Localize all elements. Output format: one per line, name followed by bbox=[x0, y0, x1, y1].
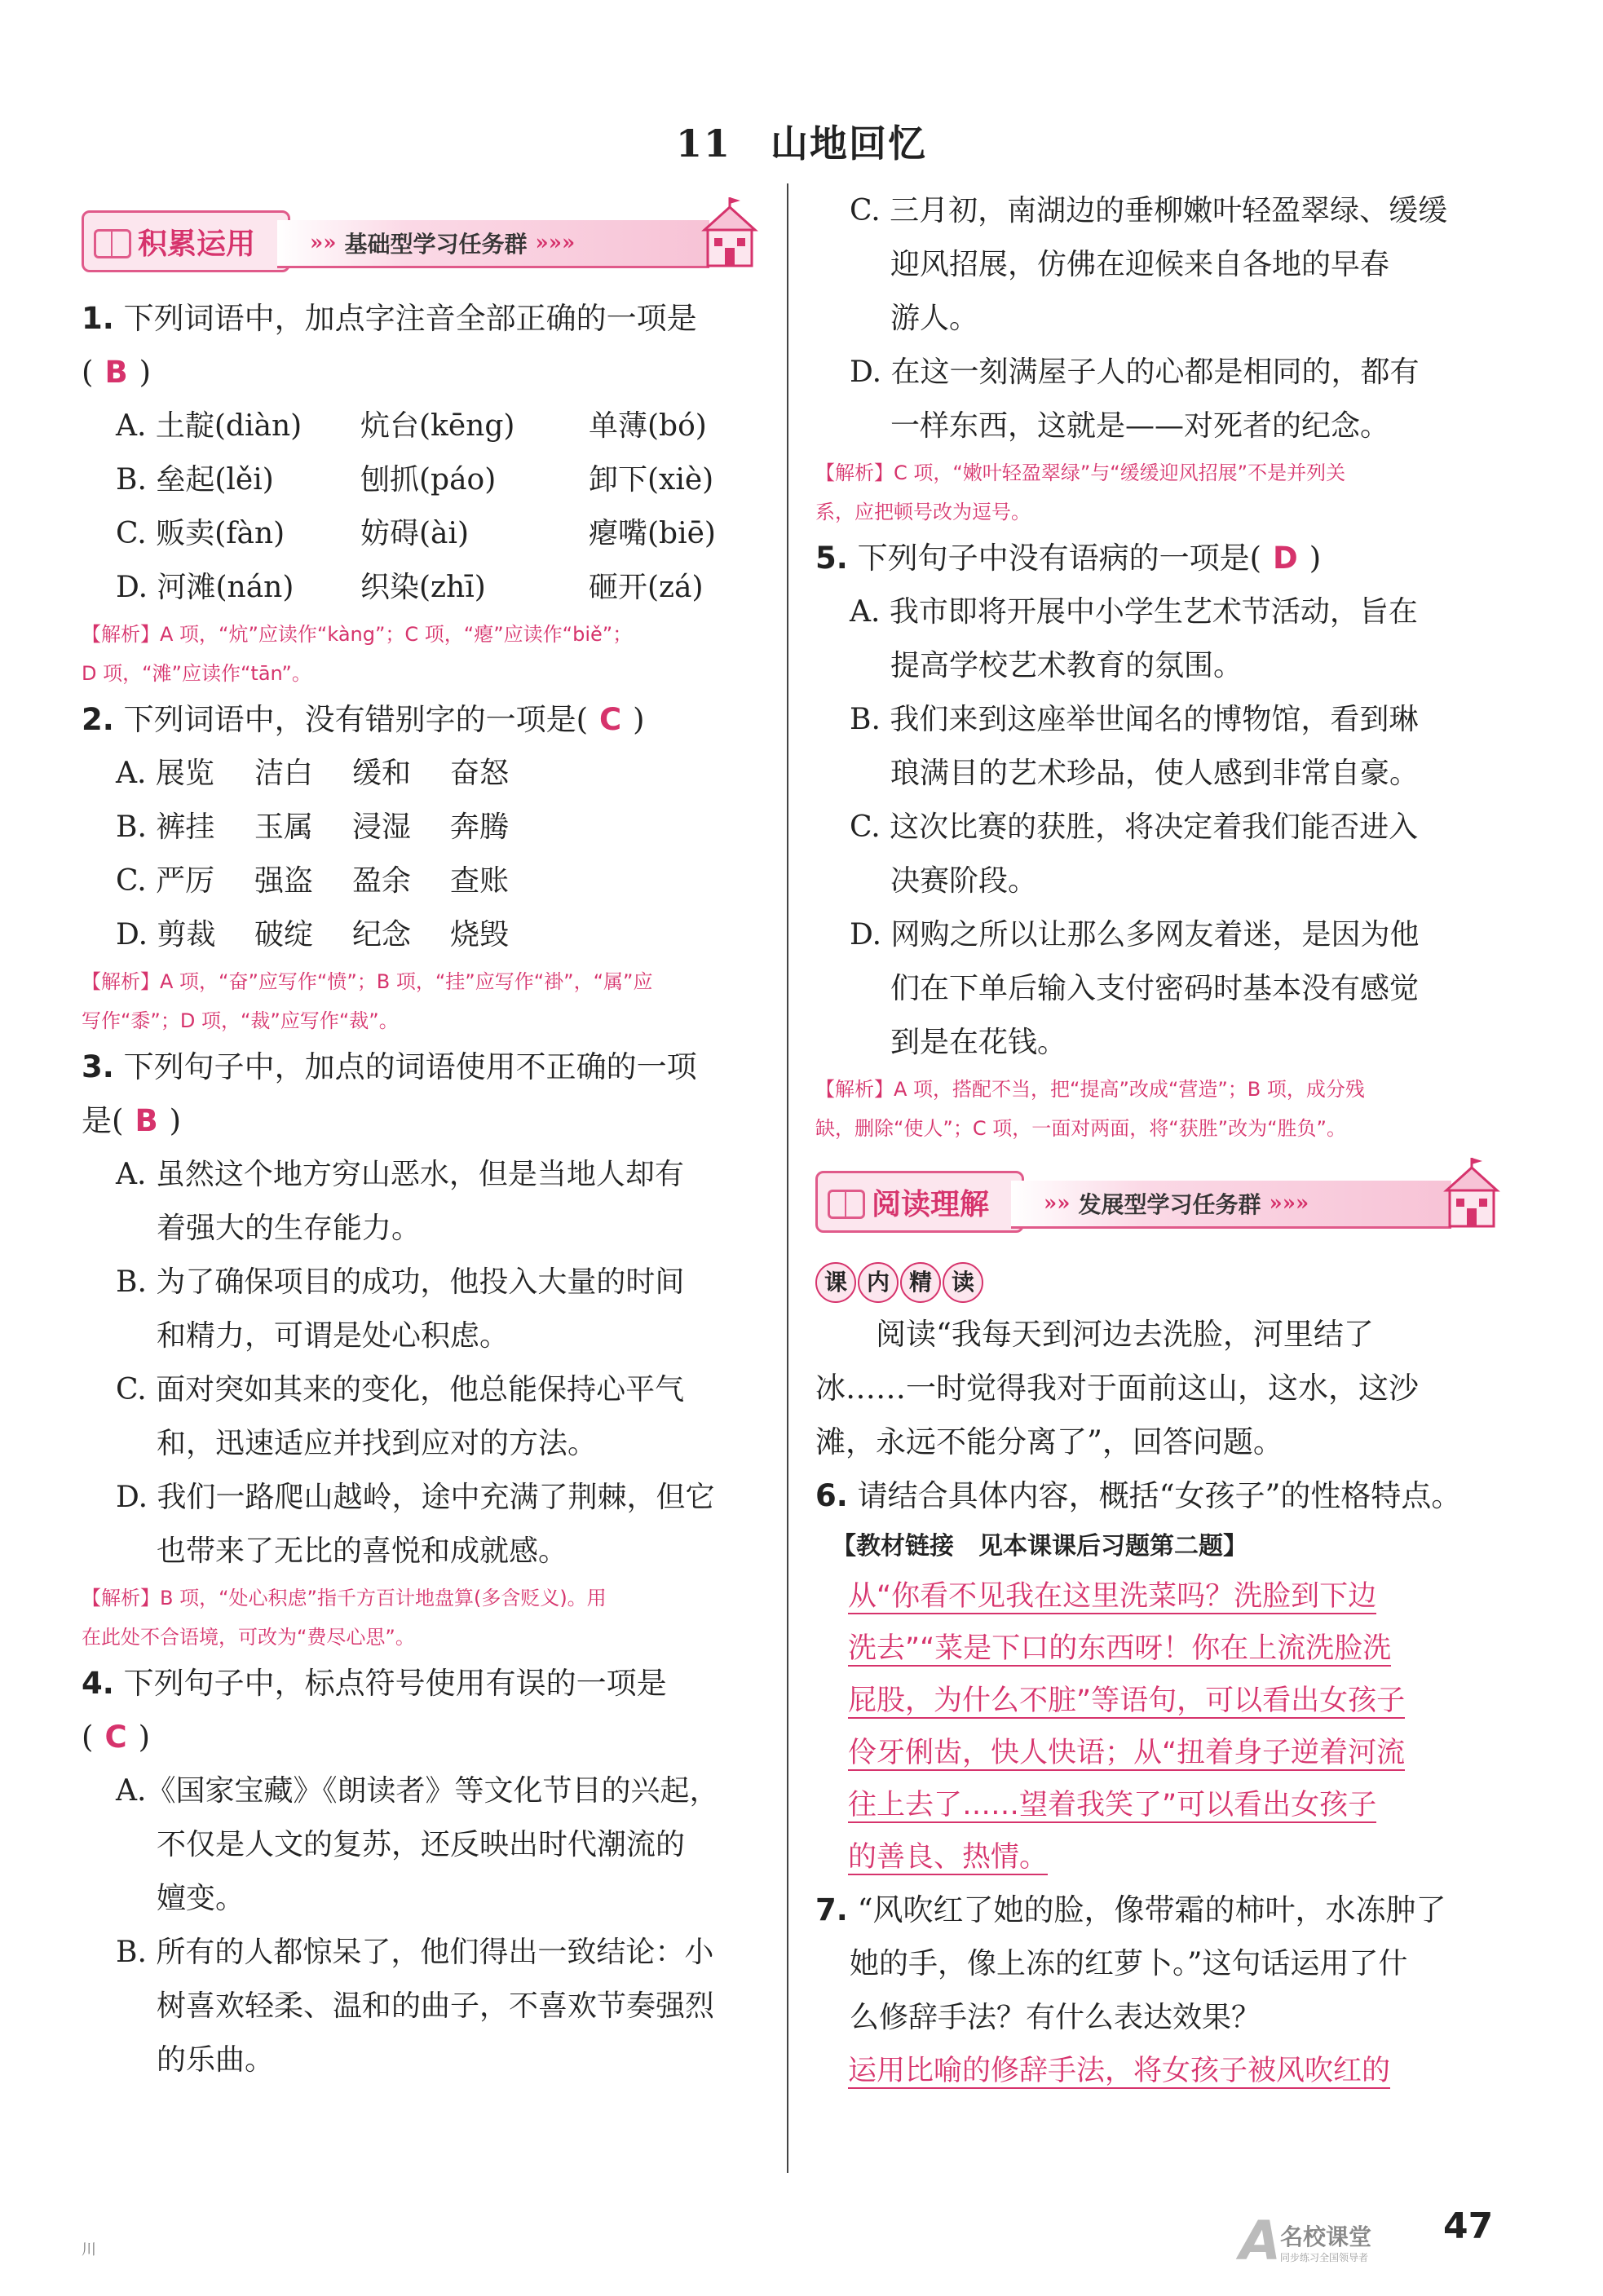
analysis: 【解析】A 项，“炕”应读作“kàng”；C 项，“瘪”应读作“biě”； bbox=[82, 623, 633, 646]
question-stem: 下列句子中，加点的词语使用不正确的一项 bbox=[123, 1049, 697, 1084]
badge-char: 内 bbox=[858, 1262, 899, 1303]
question-stem: “风吹红了她的脸，像带霜的柿叶，水冻肿了 bbox=[857, 1892, 1446, 1927]
paren: ) bbox=[169, 1103, 182, 1138]
section-label: 积累运用 bbox=[138, 227, 256, 261]
option-c-cont: 和，迅速适应并找到应对的方法。 bbox=[157, 1427, 598, 1460]
question-stem: 下列词语中，加点字注音全部正确的一项是 bbox=[123, 301, 697, 336]
option-cell: 砸开(zá) bbox=[589, 571, 704, 604]
option-cell: C. 贩卖(fàn) bbox=[116, 517, 285, 550]
analysis: 【解析】B 项，“处心积虑”指千方百计地盘算(多含贬义)。用 bbox=[82, 1587, 607, 1609]
option-c-cont: 游人。 bbox=[890, 302, 979, 335]
logo-tagline: 同步练习全国领导者 bbox=[1280, 2252, 1369, 2263]
option-b-cont: 的乐曲。 bbox=[157, 2043, 275, 2077]
option-cell: A. 土靛(diàn) bbox=[116, 409, 302, 443]
paren: ) bbox=[633, 702, 645, 737]
answer-mark: C bbox=[599, 702, 622, 737]
textbook-link: 【教材链接 见本课课后习题第二题】 bbox=[832, 1532, 1248, 1561]
option-d: D. 我们一路爬山越岭，途中充满了荆棘，但它 bbox=[116, 1481, 715, 1514]
answer-line bbox=[815, 1675, 1500, 1727]
section-label: 阅读理解 bbox=[872, 1187, 990, 1221]
option-b-cont: 树喜欢轻柔、温和的曲子，不喜欢节奏强烈 bbox=[157, 1989, 715, 2023]
option-d: D. 网购之所以让那么多网友着迷，是因为他 bbox=[850, 918, 1420, 952]
book-icon bbox=[94, 226, 131, 257]
option-cell: 奔腾 bbox=[450, 810, 510, 844]
answer-mark: C bbox=[104, 1720, 127, 1755]
option-cell: 奋怒 bbox=[450, 757, 510, 790]
question-stem: 是( bbox=[82, 1103, 124, 1138]
reading-intro: 阅读“我每天到河边去洗脸，河里结了 bbox=[876, 1317, 1374, 1352]
option-cell: 刨抓(páo) bbox=[360, 463, 497, 497]
option-cell: 卸下(xiè) bbox=[589, 463, 714, 497]
option-b-cont: 和精力，可谓是处心积虑。 bbox=[157, 1319, 510, 1353]
option-cell: D. 剪裁 bbox=[116, 918, 216, 952]
question-stem: 下列句子中没有语病的一项是( bbox=[857, 541, 1262, 576]
logo-text: 名校课堂 bbox=[1280, 2223, 1372, 2250]
option-b: B. 为了确保项目的成功，他投入大量的时间 bbox=[116, 1265, 685, 1299]
option-a: A. 我市即将开展中小学生艺术节活动，旨在 bbox=[850, 595, 1418, 629]
question-number: 1. bbox=[82, 301, 114, 336]
answer-text: 的善良、热情。 bbox=[848, 1841, 1049, 1874]
page-number: 47 bbox=[1443, 2205, 1494, 2247]
option-c: C. 三月初，南湖边的垂柳嫩叶轻盈翠绿、缓缓 bbox=[850, 194, 1448, 227]
logo-letter: A bbox=[1239, 2210, 1282, 2272]
section-tab bbox=[82, 210, 290, 272]
paren: ( bbox=[82, 1720, 94, 1755]
analysis: 【解析】A 项，搭配不当，把“提高”改成“营造”；B 项，成分残 bbox=[815, 1078, 1365, 1101]
left-column bbox=[82, 188, 758, 2087]
option-cell: 查账 bbox=[450, 864, 510, 898]
question-stem: 下列句子中，标点符号使用有误的一项是 bbox=[123, 1666, 667, 1701]
answer-mark: D bbox=[1273, 541, 1298, 576]
option-cell: C. 严厉 bbox=[116, 864, 215, 898]
option-cell: 缓和 bbox=[352, 757, 412, 790]
answer-line bbox=[82, 346, 758, 400]
reading-intro: 滩，永远不能分离了”，回答问题。 bbox=[815, 1424, 1283, 1459]
option-b-cont: 琅满目的艺术珍品，使人感到非常自豪。 bbox=[890, 757, 1420, 790]
school-building-icon bbox=[701, 196, 758, 269]
analysis: 在此处不合语境，可改为“费尽心思”。 bbox=[82, 1626, 415, 1649]
option-a-cont: 嬗变。 bbox=[157, 1882, 245, 1915]
answer-mark: B bbox=[135, 1103, 158, 1138]
answer-line bbox=[82, 1711, 758, 1764]
answer-text: 从“你看不见我在这里洗菜吗？洗脸到下边 bbox=[848, 1580, 1377, 1613]
question-number: 4. bbox=[82, 1666, 114, 1701]
answer-text: 往上去了……望着我笑了”可以看出女孩子 bbox=[848, 1789, 1377, 1821]
answer-text: 运用比喻的修辞手法，将女孩子被风吹红的 bbox=[848, 2055, 1391, 2087]
option-d-cont: 一样东西，这就是——对死者的纪念。 bbox=[890, 409, 1390, 443]
answer-text: 屁股，为什么不脏”等语句，可以看出女孩子 bbox=[848, 1684, 1406, 1717]
answer-line bbox=[815, 1727, 1500, 1779]
option-cell: 炕台(kēng) bbox=[360, 409, 515, 443]
arrows-icon: »»» bbox=[535, 231, 576, 255]
question-stem-cont: 么修辞手法？有什么表达效果？ bbox=[850, 2001, 1261, 2034]
section-subtitle: 发展型学习任务群 bbox=[1078, 1191, 1261, 1218]
question-number: 6. bbox=[815, 1478, 848, 1513]
option-d: D. 在这一刻满屋子人的心都是相同的，都有 bbox=[850, 355, 1420, 389]
option-cell: 瘪嘴(biē) bbox=[589, 517, 716, 550]
analysis: 写作“黍”；D 项，“裁”应写作“裁”。 bbox=[82, 1009, 399, 1032]
option-b: B. 我们来到这座举世闻名的博物馆，看到琳 bbox=[850, 703, 1419, 736]
question-1 bbox=[82, 292, 758, 346]
option-cell: 织染(zhī) bbox=[360, 571, 486, 604]
question-stem: 下列词语中，没有错别字的一项是( bbox=[123, 702, 589, 737]
answer-text: 伶牙俐齿，快人快语；从“扭着身子逆着河流 bbox=[848, 1737, 1406, 1769]
option-cell: B. 垒起(lěi) bbox=[116, 463, 274, 497]
option-grid bbox=[82, 747, 758, 962]
answer-line bbox=[815, 2045, 1500, 2097]
badge-char: 精 bbox=[900, 1262, 941, 1303]
option-cell: 玉属 bbox=[254, 810, 314, 844]
answer-line bbox=[815, 1570, 1500, 1623]
section-banner-reading bbox=[815, 1156, 1500, 1238]
option-grid bbox=[82, 400, 758, 615]
arrows-icon: »» bbox=[1044, 1191, 1071, 1216]
answer-line bbox=[82, 1094, 758, 1148]
option-a-cont: 不仅是人文的复苏，还反映出时代潮流的 bbox=[157, 1828, 686, 1861]
reading-intro: 冰……一时觉得我对于面前这山，这水，这沙 bbox=[815, 1371, 1419, 1406]
paren: ) bbox=[1309, 541, 1322, 576]
paren: ) bbox=[138, 1720, 151, 1755]
option-c: C. 面对突如其来的变化，他总能保持心平气 bbox=[116, 1373, 685, 1406]
option-a: A.《国家宝藏》《朗读者》等文化节目的兴起， bbox=[116, 1774, 719, 1808]
option-c-cont: 决赛阶段。 bbox=[890, 864, 1038, 898]
question-7 bbox=[815, 1883, 1500, 1937]
answer-line bbox=[815, 1779, 1500, 1831]
page-title: 11 山地回忆 bbox=[675, 121, 927, 166]
arrows-icon: »» bbox=[310, 231, 337, 255]
section-strip bbox=[277, 220, 709, 268]
option-cell: D. 河滩(nán) bbox=[116, 571, 294, 604]
analysis: D 项，“滩”应读作“tān”。 bbox=[82, 662, 311, 685]
question-number: 7. bbox=[815, 1892, 848, 1927]
analysis: 【解析】C 项，“嫩叶轻盈翠绿”与“缓缓迎风招展”不是并列关 bbox=[815, 461, 1346, 484]
analysis: 系，应把顿号改为逗号。 bbox=[815, 501, 1031, 523]
option-b: B. 所有的人都惊呆了，他们得出一致结论：小 bbox=[116, 1936, 714, 1969]
option-c-cont: 迎风招展，仿佛在迎候来自各地的早春 bbox=[890, 248, 1390, 281]
arrows-icon: »»» bbox=[1269, 1191, 1309, 1216]
option-cell: 妨碍(ài) bbox=[360, 517, 470, 550]
question-number: 5. bbox=[815, 541, 848, 576]
paren: ) bbox=[139, 355, 152, 390]
option-cell: B. 裤挂 bbox=[116, 810, 215, 844]
option-cell: 纪念 bbox=[352, 918, 412, 952]
option-c: C. 这次比赛的获胜，将决定着我们能否进入 bbox=[850, 810, 1419, 844]
badge-char: 课 bbox=[815, 1262, 856, 1303]
option-a-cont: 着强大的生存能力。 bbox=[157, 1212, 422, 1245]
option-cell: 烧毁 bbox=[450, 918, 510, 952]
section-strip bbox=[1011, 1181, 1451, 1229]
publisher-logo bbox=[1239, 2210, 1419, 2272]
question-number: 2. bbox=[82, 702, 114, 737]
analysis: 【解析】A 项，“奋”应写作“愤”；B 项，“挂”应写作“褂”，“属”应 bbox=[82, 970, 653, 993]
section-subtitle: 基础型学习任务群 bbox=[344, 231, 528, 258]
question-number: 3. bbox=[82, 1049, 114, 1084]
question-stem-cont: 她的手，像上冻的红萝卜。”这句话运用了什 bbox=[850, 1947, 1408, 1980]
question-3 bbox=[82, 1040, 758, 1094]
option-cell: 洁白 bbox=[254, 757, 314, 790]
option-cell: 浸湿 bbox=[352, 810, 412, 844]
paren: ( bbox=[82, 355, 94, 390]
option-d-cont: 也带来了无比的喜悦和成就感。 bbox=[157, 1534, 568, 1568]
question-4 bbox=[82, 1657, 758, 1711]
option-d-cont: 们在下单后输入支付密码时基本没有感觉 bbox=[890, 972, 1420, 1005]
answer-line bbox=[815, 1623, 1500, 1675]
option-cell: 单薄(bó) bbox=[589, 409, 707, 443]
option-cell: 强盗 bbox=[254, 864, 314, 898]
answer-mark: B bbox=[104, 355, 128, 390]
option-cell: 破绽 bbox=[254, 918, 314, 952]
section-banner-accumulation bbox=[82, 196, 758, 277]
question-6 bbox=[815, 1469, 1500, 1523]
region-mark: 川 bbox=[82, 2241, 96, 2258]
question-5 bbox=[815, 532, 1500, 585]
right-column bbox=[815, 188, 1500, 2097]
analysis: 缺，删除“使人”；C 项，一面对两面，将“获胜”改为“胜负”。 bbox=[815, 1117, 1346, 1140]
option-cell: 盈余 bbox=[352, 864, 412, 898]
in-class-reading-badge bbox=[815, 1262, 985, 1303]
option-a: A. 虽然这个地方穷山恶水，但是当地人却有 bbox=[116, 1158, 684, 1191]
option-a-cont: 提高学校艺术教育的氛围。 bbox=[890, 649, 1243, 682]
question-2 bbox=[82, 693, 758, 747]
answer-line bbox=[815, 1831, 1500, 1883]
section-tab bbox=[815, 1171, 1024, 1233]
book-icon bbox=[828, 1186, 865, 1217]
badge-char: 读 bbox=[943, 1262, 983, 1303]
option-d-cont: 到是在花钱。 bbox=[890, 1026, 1067, 1059]
school-building-icon bbox=[1443, 1156, 1500, 1230]
question-stem: 请结合具体内容，概括“女孩子”的性格特点。 bbox=[857, 1478, 1462, 1513]
option-cell: A. 展览 bbox=[116, 757, 214, 790]
answer-text: 洗去”“菜是下口的东西呀！你在上流洗脸洗 bbox=[848, 1632, 1392, 1665]
